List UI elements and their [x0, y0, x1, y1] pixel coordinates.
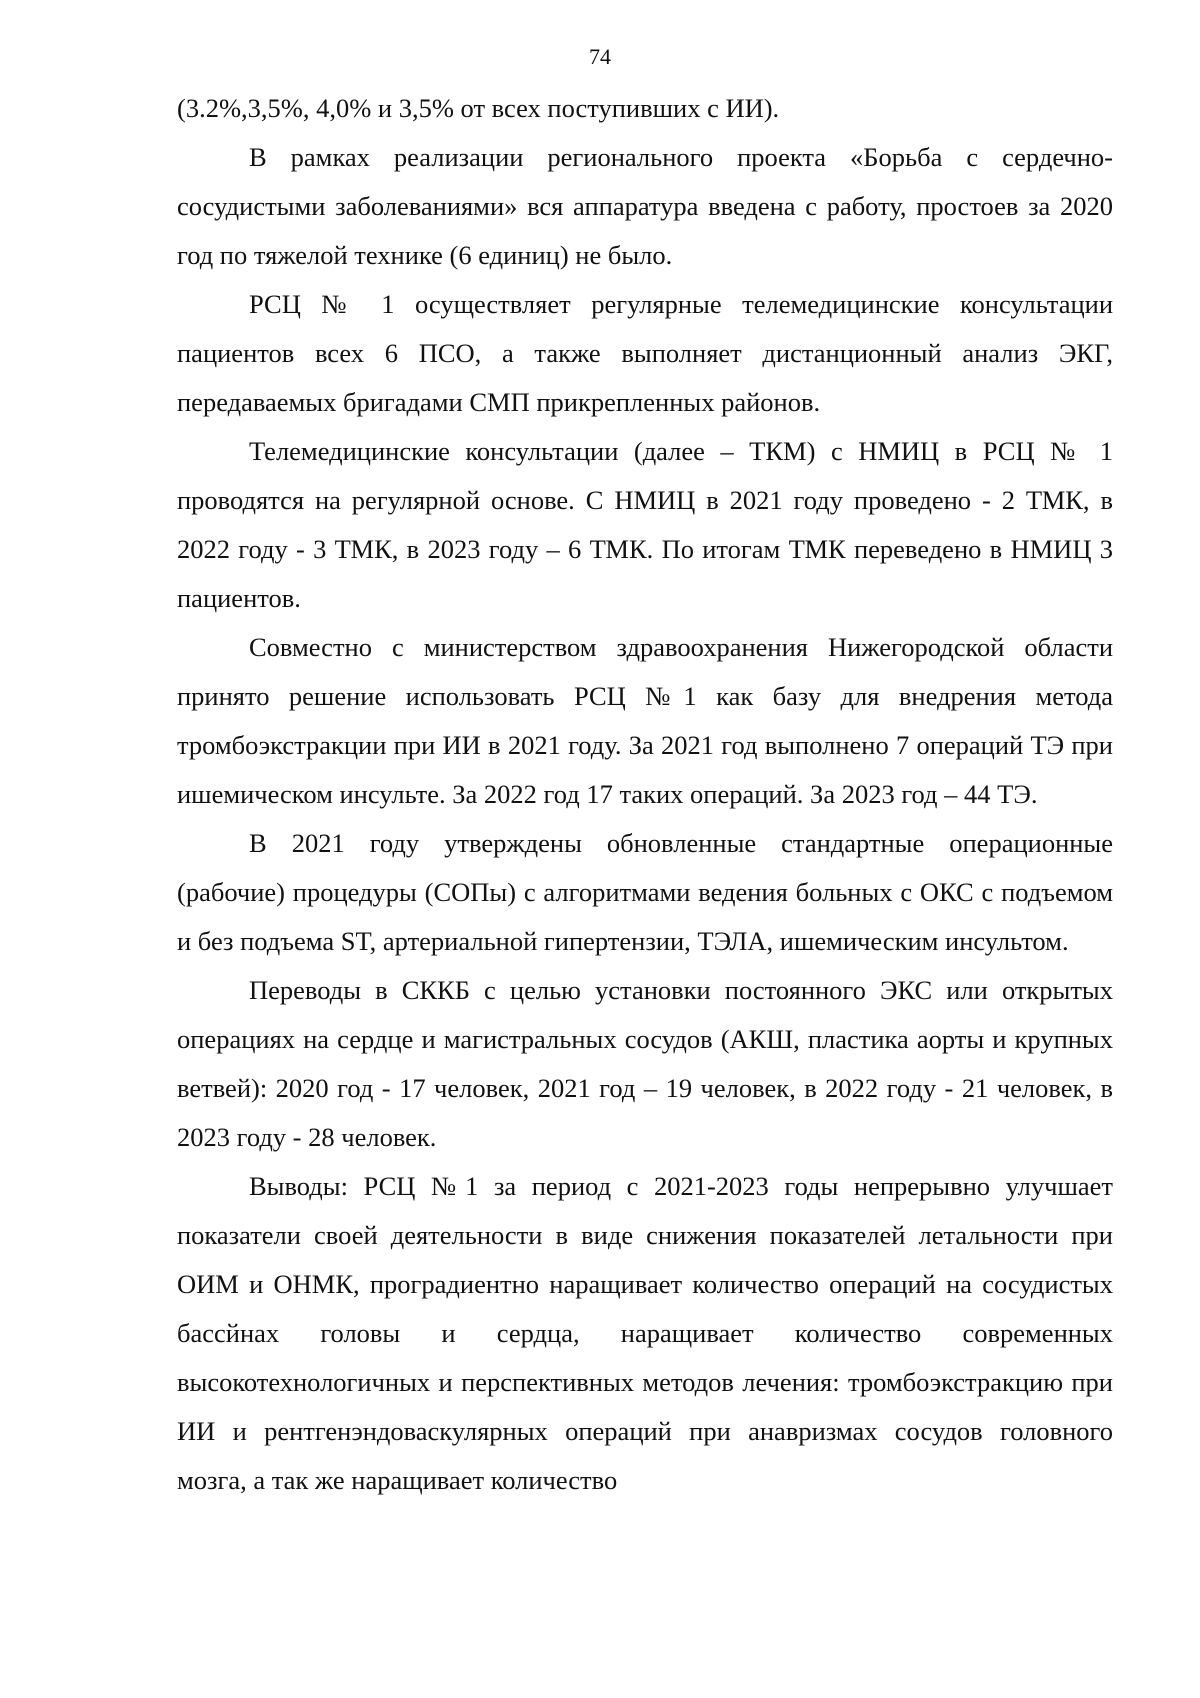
- paragraph-conclusions: Выводы: РСЦ №1 за период с 2021-2023 годы непрерывно улучшает показатели своей деятельности в виде снижения показателей летальности при ОИМ и ОНМК, проградиентно наращивает количество операций на сосудистых бассйнах головы и сердца, наращивает количество современных высокотехнологичных и перспективных методов лечения: тромбоэкстракцию при ИИ и рентгенэндоваскулярных операций при анавризмах сосудов головного мозга, а так же наращивает количество: [177, 1171, 1113, 1495]
- paragraph-continuation: (3.2%,3,5%, 4,0% и 3,5% от всех поступивших с ИИ).: [177, 93, 780, 123]
- body-text: [177, 84, 1113, 1505]
- paragraph-telemedicine-pso: РСЦ № 1 осуществляет регулярные телемедицинские консультации пациентов всех 6 ПСО, а также выполняет дистанционный анализ ЭКГ, передаваемых бригадами СМП прикрепленных районов.: [177, 289, 1113, 417]
- paragraph-telemedicine-nmic: Телемедицинские консультации (далее – ТКМ) с НМИЦ в РСЦ № 1 проводятся на регулярной основе. С НМИЦ в 2021 году проведено - 2 ТМК, в 2022 году - 3 ТМК, в 2023 году – 6 ТМК. По итогам ТМК переведено в НМИЦ 3 пациентов.: [177, 436, 1113, 613]
- paragraph-regional-project: В рамках реализации регионального проекта «Борьба с сердечно-сосудистыми заболеваниями» вся аппаратура введена с работу, простоев за 2020 год по тяжелой технике (6 единиц) не было.: [177, 142, 1113, 270]
- paragraph-thrombectomy: Совместно с министерством здравоохранения Нижегородской области принято решение использовать РСЦ №1 как базу для внедрения метода тромбоэкстракции при ИИ в 2021 году. За 2021 год выполнено 7 операций ТЭ при ишемическом инсульте. За 2022 год 17 таких операций. За 2023 год – 44 ТЭ.: [177, 632, 1113, 809]
- paragraph-transfers: Переводы в СККБ с целью установки постоянного ЭКС или открытых операциях на сердце и магистральных сосудов (АКШ, пластика аорты и крупных ветвей): 2020 год - 17 человек, 2021 год – 19 человек, в 2022 году - 21 человек, в 2023 году - 28 человек.: [177, 975, 1113, 1152]
- page-number: 74: [589, 44, 611, 69]
- paragraph-sop: В 2021 году утверждены обновленные стандартные операционные (рабочие) процедуры (СОПы) с алгоритмами ведения больных с ОКС с подъемом и без подъема ST, артериальной гипертензии, ТЭЛА, ишемическим инсультом.: [177, 828, 1113, 956]
